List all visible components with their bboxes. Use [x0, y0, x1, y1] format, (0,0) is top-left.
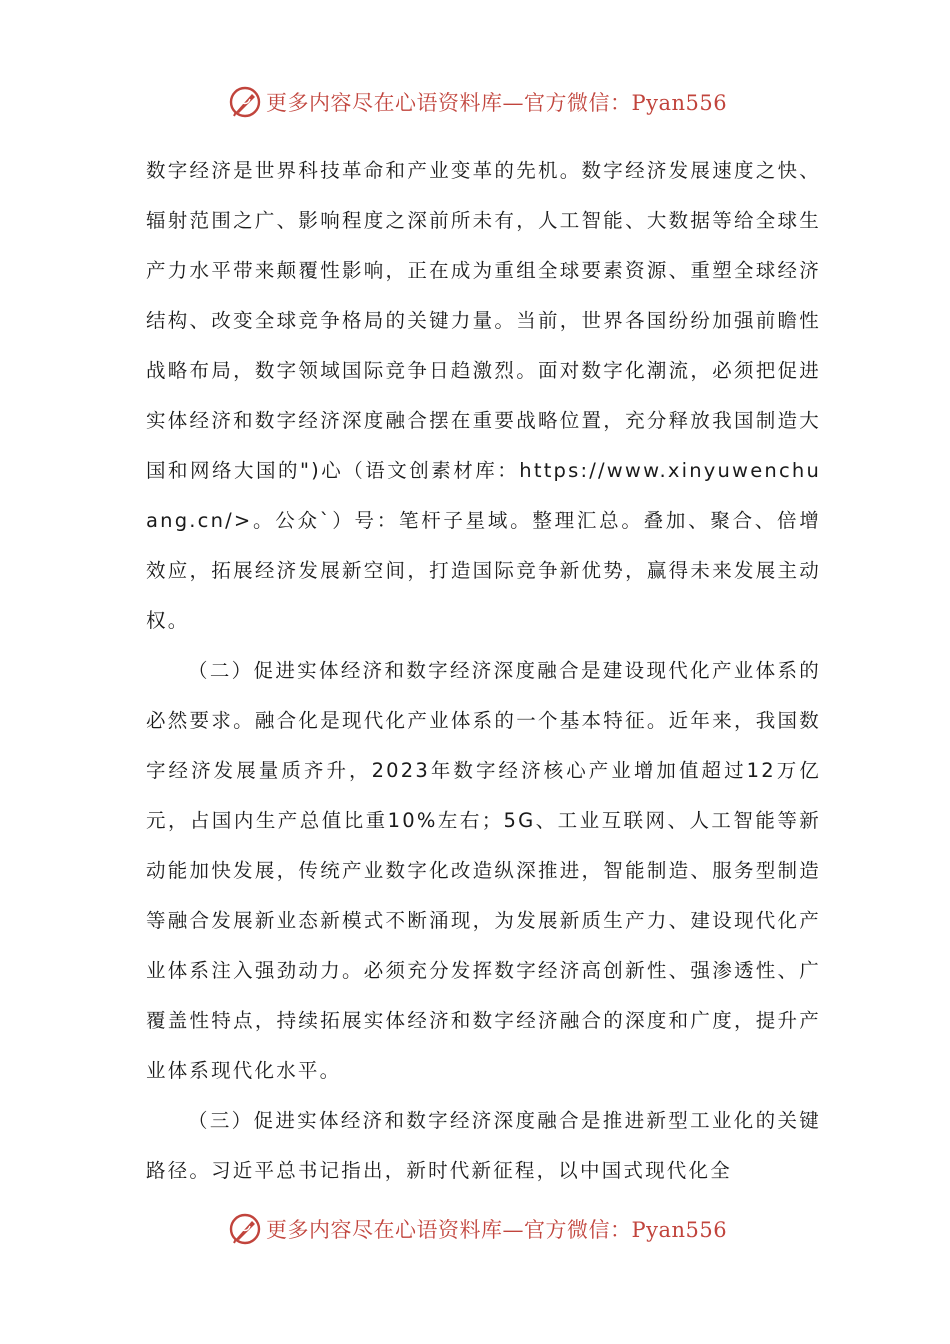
header-banner — [228, 82, 727, 122]
header-banner-text: 更多内容尽在心语资料库—官方微信：Pyan556 — [266, 91, 728, 115]
footer-banner-text: 更多内容尽在心语资料库—官方微信：Pyan556 — [266, 1218, 728, 1242]
quill-pen-icon — [228, 85, 262, 119]
paragraph-1: 数字经济是世界科技革命和产业变革的先机。数字经济发展速度之快、辐射范围之广、影响程度之深前所未有，人工智能、大数据等给全球生产力水平带来颠覆性影响，正在成为重组全球要素资源、重塑全球经济结构、改变全球竞争格局的关键力量。当前，世界各国纷纷加强前瞻性战略布局，数字领域国际竞争日趋激烈。面对数字化潮流，必须把促进实体经济和数字经济深度融合摆在重要战略位置，充分释放我国制造大国和网络大国的")心（语文创素材库：https://www.xinyuwenchuang.cn/>。公众`）号：笔杆子星域。整理汇总。叠加、聚合、倍增效应，拓展经济发展新空间，打造国际竞争新优势，赢得未来发展主动权。 — [146, 159, 821, 632]
quill-pen-icon — [228, 1212, 262, 1246]
footer-banner — [228, 1209, 727, 1249]
paragraph-3: （三）促进实体经济和数字经济深度融合是推进新型工业化的关键路径。习近平总书记指出，新时代新征程，以中国式现代化全 — [146, 1109, 821, 1182]
paragraph-2: （二）促进实体经济和数字经济深度融合是建设现代化产业体系的必然要求。融合化是现代化产业体系的一个基本特征。近年来，我国数字经济发展量质齐升，2023年数字经济核心产业增加值超过12万亿元，占国内生产总值比重10%左右；5G、工业互联网、人工智能等新动能加快发展，传统产业数字化改造纵深推进，智能制造、服务型制造等融合发展新业态新模式不断涌现，为发展新质生产力、建设现代化产业体系注入强劲动力。必须充分发挥数字经济高创新性、强渗透性、广覆盖性特点，持续拓展实体经济和数字经济融合的深度和广度，提升产业体系现代化水平。 — [146, 659, 821, 1082]
document-body — [146, 146, 821, 1196]
